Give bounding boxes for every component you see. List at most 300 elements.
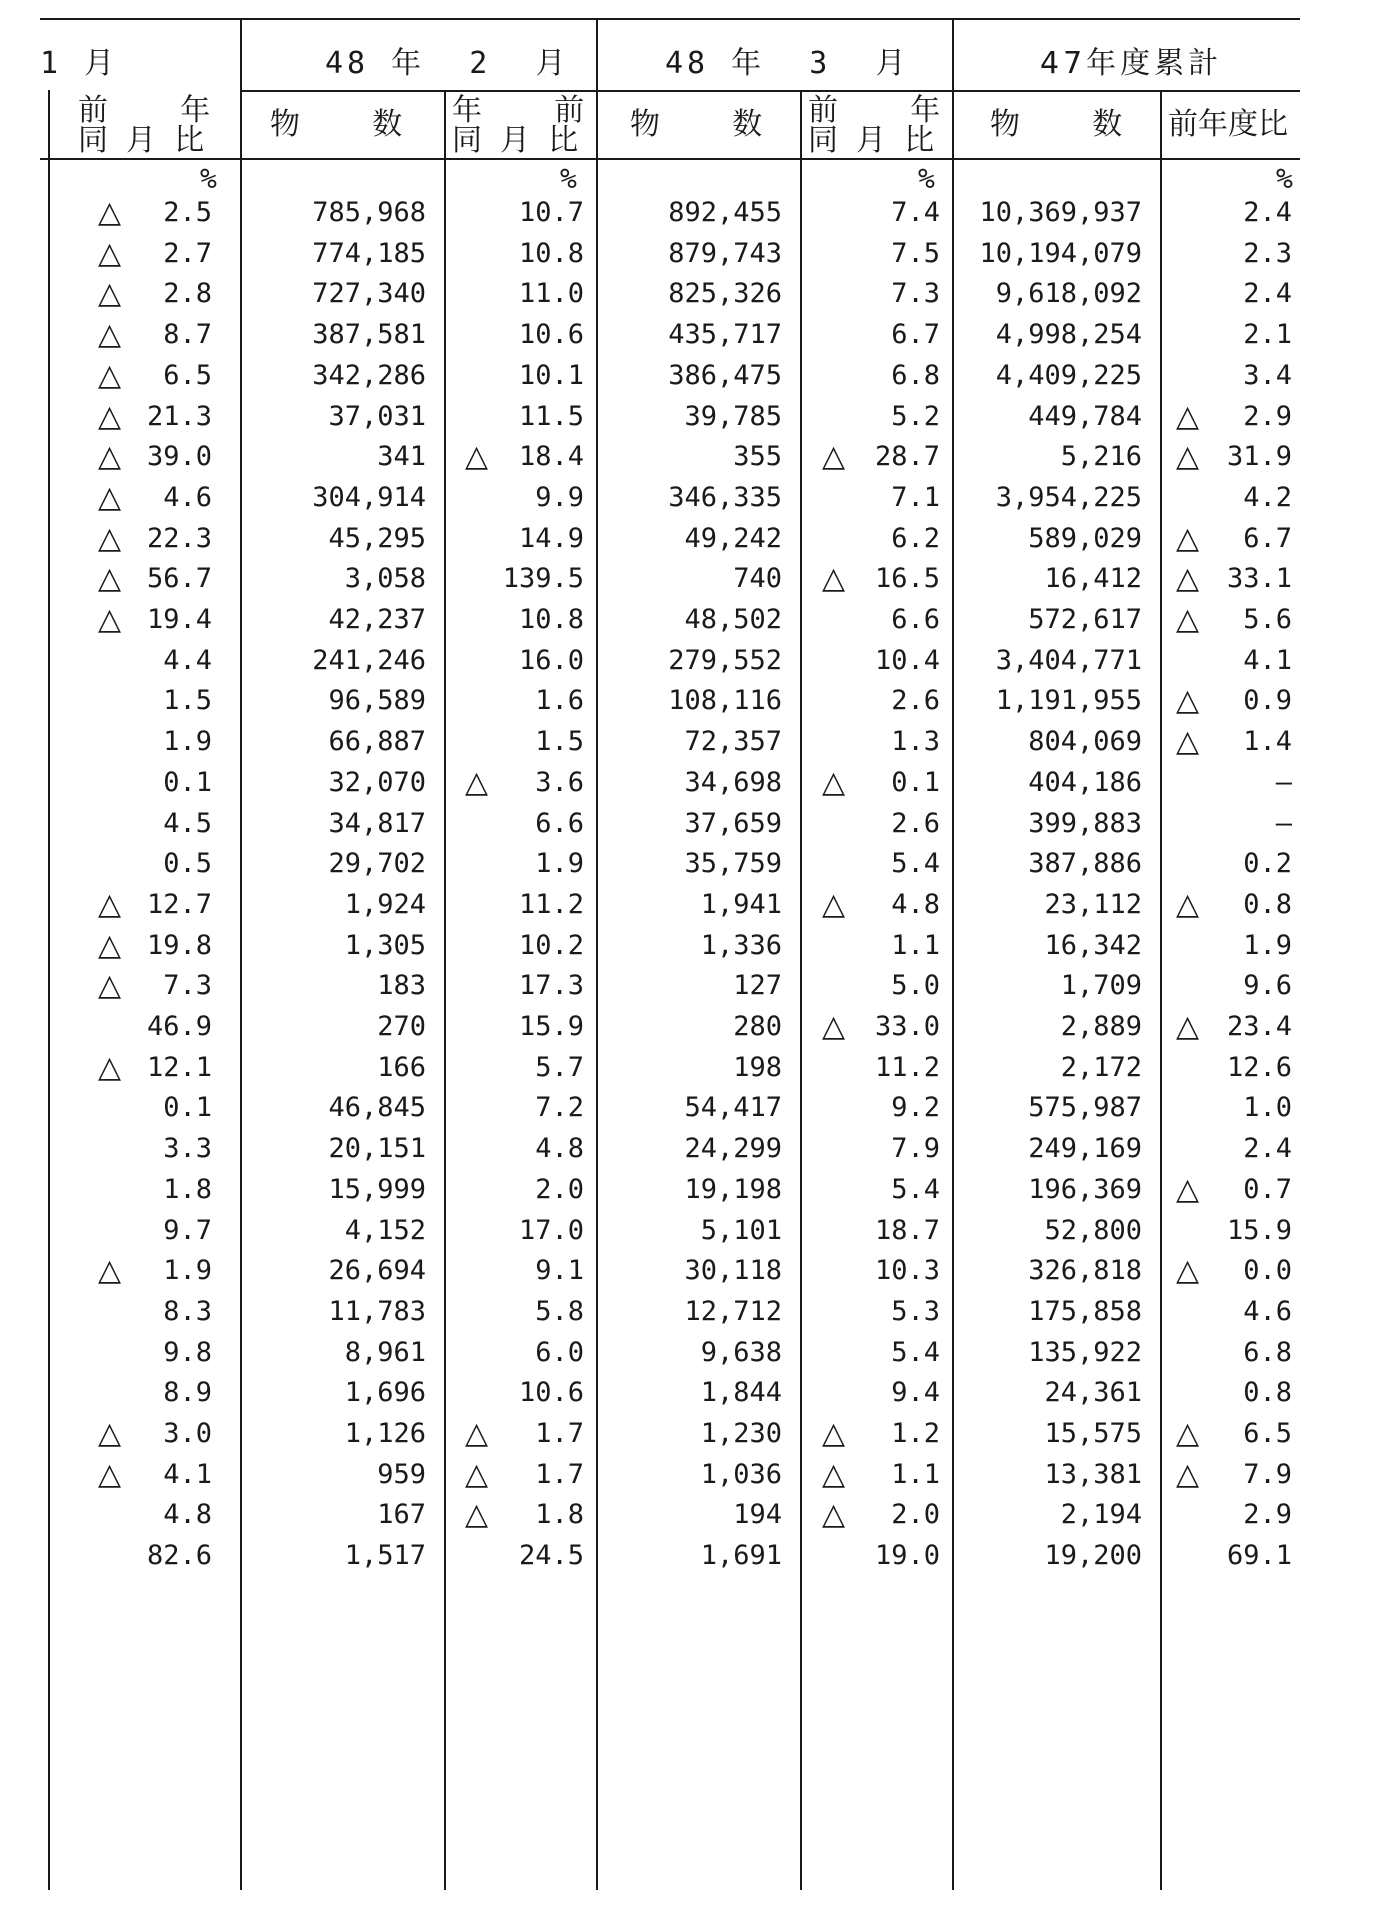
- cell-mar-yoy: 6.6: [891, 604, 940, 635]
- cell-mar-yoy: 7.3: [891, 278, 940, 310]
- sub-mar-yoy-bot: 同 月 比: [808, 123, 935, 158]
- cell-fy-qty: 16,412: [1044, 563, 1142, 595]
- cell-fy-ratio: 5.6: [1243, 604, 1292, 635]
- cell-fy-ratio: 2.9: [1243, 400, 1292, 432]
- cell-feb-yoy: 5.7: [535, 1051, 584, 1083]
- cell-feb-yoy: 3.6: [535, 766, 584, 798]
- cell-jan-yoy: 12.1: [146, 1051, 212, 1083]
- cell-feb-yoy: 10.1: [518, 359, 584, 391]
- cell-feb-qty: 8,961: [344, 1336, 426, 1368]
- sub-feb-yoy-bot: 同 月 比: [452, 123, 579, 158]
- cell-mar-qty: 35,759: [684, 848, 782, 880]
- cell-fy-ratio: 0.8: [1243, 888, 1292, 920]
- cell-jan-yoy: 19.4: [146, 604, 212, 635]
- negative-triangle-icon: △: [98, 1456, 122, 1492]
- negative-triangle-icon: △: [98, 602, 122, 637]
- cell-fy-qty: 5,216: [1060, 441, 1142, 473]
- cell-fy-ratio: 12.6: [1226, 1051, 1292, 1083]
- cell-mar-qty: 1,036: [700, 1458, 782, 1490]
- cell-fy-ratio: —: [1275, 807, 1292, 839]
- cell-mar-qty: 49,242: [684, 522, 782, 554]
- negative-triangle-icon: △: [1176, 1009, 1200, 1044]
- cell-mar-yoy: 16.5: [874, 563, 940, 595]
- cell-mar-qty: 1,844: [700, 1377, 782, 1409]
- cell-mar-yoy: 7.9: [891, 1133, 940, 1165]
- cell-fy-ratio: 0.7: [1243, 1173, 1292, 1205]
- cell-mar-qty: 892,455: [668, 197, 782, 228]
- cell-feb-yoy: 4.8: [535, 1133, 584, 1165]
- cell-mar-qty: 879,743: [668, 237, 782, 269]
- cell-feb-yoy: 139.5: [502, 563, 584, 595]
- negative-triangle-icon: △: [822, 1456, 846, 1492]
- cell-mar-yoy: 5.0: [891, 970, 940, 1002]
- cell-jan-yoy: 8.3: [163, 1295, 212, 1327]
- cell-fy-qty: 1,191,955: [995, 685, 1142, 717]
- cell-fy-ratio: 69.1: [1226, 1540, 1292, 1572]
- negative-triangle-icon: △: [822, 886, 846, 922]
- cell-feb-yoy: 24.5: [518, 1540, 584, 1572]
- cell-mar-yoy: 33.0: [874, 1011, 940, 1042]
- cell-fy-ratio: 0.9: [1243, 685, 1292, 717]
- negative-triangle-icon: △: [1176, 1253, 1200, 1289]
- cell-feb-yoy: 17.3: [518, 970, 584, 1002]
- sub-mar-qty: 物 数: [630, 107, 763, 142]
- cell-feb-yoy: 10.8: [518, 604, 584, 635]
- cell-jan-yoy: 1.8: [163, 1173, 212, 1205]
- negative-triangle-icon: △: [98, 520, 122, 556]
- cell-feb-yoy: 1.7: [535, 1458, 584, 1490]
- negative-triangle-icon: △: [465, 439, 489, 475]
- negative-triangle-icon: △: [98, 235, 122, 271]
- cell-feb-yoy: 11.5: [518, 400, 584, 432]
- header-mid-rule: [240, 90, 1300, 92]
- cell-jan-yoy: 4.1: [163, 1458, 212, 1490]
- cell-mar-yoy: 6.8: [891, 359, 940, 391]
- cell-mar-qty: 386,475: [668, 359, 782, 391]
- cell-mar-qty: 48,502: [684, 604, 782, 635]
- cell-fy-qty: 1,709: [1060, 970, 1142, 1002]
- cell-jan-yoy: 56.7: [146, 563, 212, 595]
- sub-fy-qty: 物 数: [990, 107, 1123, 142]
- cell-fy-qty: 135,922: [1028, 1336, 1142, 1368]
- cell-fy-qty: 326,818: [1028, 1255, 1142, 1287]
- negative-triangle-icon: △: [1176, 886, 1200, 922]
- cell-jan-yoy: 8.7: [163, 319, 212, 351]
- negative-triangle-icon: △: [822, 1009, 846, 1044]
- cell-fy-ratio: 2.4: [1243, 1133, 1292, 1165]
- cell-feb-yoy: 11.0: [518, 278, 584, 310]
- cell-jan-yoy: 6.5: [163, 359, 212, 391]
- cell-feb-yoy: 6.6: [535, 807, 584, 839]
- cell-feb-qty: 1,517: [344, 1540, 426, 1572]
- negative-triangle-icon: △: [1176, 520, 1200, 556]
- negative-triangle-icon: △: [98, 195, 122, 230]
- negative-triangle-icon: △: [98, 1049, 122, 1085]
- cell-fy-ratio: 2.1: [1243, 319, 1292, 351]
- negative-triangle-icon: △: [1176, 724, 1200, 760]
- cell-feb-qty: 241,246: [312, 644, 426, 676]
- cell-jan-yoy: 39.0: [146, 441, 212, 473]
- cell-jan-yoy: 12.7: [146, 888, 212, 920]
- cell-fy-ratio: 15.9: [1226, 1214, 1292, 1246]
- cell-feb-qty: 304,914: [312, 481, 426, 513]
- cell-fy-qty: 249,169: [1028, 1133, 1142, 1165]
- negative-triangle-icon: △: [98, 561, 122, 597]
- negative-triangle-icon: △: [98, 317, 122, 353]
- cell-feb-yoy: 10.7: [518, 197, 584, 228]
- cell-feb-yoy: 1.9: [535, 848, 584, 880]
- cell-fy-qty: 3,404,771: [995, 644, 1142, 676]
- cell-feb-yoy: 9.1: [535, 1255, 584, 1287]
- negative-triangle-icon: △: [465, 764, 489, 800]
- cell-mar-yoy: 2.6: [891, 685, 940, 717]
- negative-triangle-icon: △: [1176, 1171, 1200, 1207]
- cell-mar-qty: 34,698: [684, 766, 782, 798]
- cell-jan-yoy: 22.3: [146, 522, 212, 554]
- cell-feb-qty: 42,237: [328, 604, 426, 635]
- cell-fy-ratio: 4.2: [1243, 481, 1292, 513]
- cell-fy-ratio: 33.1: [1226, 563, 1292, 595]
- cell-fy-qty: 19,200: [1044, 1540, 1142, 1572]
- cell-jan-yoy: 8.9: [163, 1377, 212, 1409]
- cell-jan-yoy: 82.6: [146, 1540, 212, 1572]
- negative-triangle-icon: △: [1176, 561, 1200, 597]
- cell-feb-qty: 26,694: [328, 1255, 426, 1287]
- cell-feb-qty: 34,817: [328, 807, 426, 839]
- cell-fy-ratio: 1.0: [1243, 1092, 1292, 1124]
- cell-mar-yoy: 5.3: [891, 1295, 940, 1327]
- cell-feb-qty: 4,152: [344, 1214, 426, 1246]
- cell-feb-qty: 96,589: [328, 685, 426, 717]
- cell-fy-qty: 2,172: [1060, 1051, 1142, 1083]
- cell-fy-qty: 23,112: [1044, 888, 1142, 920]
- cell-fy-qty: 2,194: [1060, 1499, 1142, 1531]
- cell-feb-qty: 37,031: [328, 400, 426, 432]
- negative-triangle-icon: △: [98, 886, 122, 922]
- cell-mar-yoy: 1.1: [891, 929, 940, 961]
- cell-mar-qty: 1,336: [700, 929, 782, 961]
- negative-triangle-icon: △: [1176, 602, 1200, 637]
- cell-mar-yoy: 18.7: [874, 1214, 940, 1246]
- cell-mar-qty: 279,552: [668, 644, 782, 676]
- cell-fy-qty: 572,617: [1028, 604, 1142, 635]
- negative-triangle-icon: △: [822, 561, 846, 597]
- cell-jan-yoy: 4.4: [163, 644, 212, 676]
- cell-fy-ratio: 2.4: [1243, 278, 1292, 310]
- negative-triangle-icon: △: [98, 968, 122, 1004]
- cell-feb-yoy: 16.0: [518, 644, 584, 676]
- header-jan: 1 月: [40, 46, 119, 81]
- cell-jan-yoy: 4.5: [163, 807, 212, 839]
- cell-feb-yoy: 10.6: [518, 319, 584, 351]
- cell-mar-qty: 72,357: [684, 726, 782, 758]
- cell-fy-qty: 3,954,225: [995, 481, 1142, 513]
- cell-feb-qty: 270: [377, 1011, 426, 1042]
- cell-fy-qty: 13,381: [1044, 1458, 1142, 1490]
- cell-fy-qty: 404,186: [1028, 766, 1142, 798]
- cell-mar-qty: 12,712: [684, 1295, 782, 1327]
- cell-mar-yoy: 2.0: [891, 1499, 940, 1531]
- cell-mar-yoy: 5.2: [891, 400, 940, 432]
- cell-fy-ratio: —: [1275, 766, 1292, 798]
- negative-triangle-icon: △: [98, 479, 122, 515]
- cell-fy-qty: 52,800: [1044, 1214, 1142, 1246]
- cell-feb-yoy: 17.0: [518, 1214, 584, 1246]
- cell-feb-yoy: 1.8: [535, 1499, 584, 1531]
- percent-mar: %: [918, 162, 935, 195]
- cell-mar-qty: 24,299: [684, 1133, 782, 1165]
- header-bottom-rule: [40, 158, 1300, 160]
- cell-feb-qty: 11,783: [328, 1295, 426, 1327]
- cell-feb-qty: 342,286: [312, 359, 426, 391]
- cell-feb-qty: 46,845: [328, 1092, 426, 1124]
- negative-triangle-icon: △: [98, 398, 122, 434]
- cell-fy-qty: 15,575: [1044, 1418, 1142, 1449]
- cell-mar-yoy: 9.2: [891, 1092, 940, 1124]
- negative-triangle-icon: △: [465, 1416, 489, 1451]
- negative-triangle-icon: △: [1176, 398, 1200, 434]
- cell-fy-qty: 10,369,937: [979, 197, 1142, 228]
- header-feb: 48 年 2 月: [325, 46, 570, 81]
- cell-mar-yoy: 6.2: [891, 522, 940, 554]
- cell-jan-yoy: 4.8: [163, 1499, 212, 1531]
- sub-feb-yoy-top: 年 前: [452, 93, 585, 128]
- cell-mar-qty: 5,101: [700, 1214, 782, 1246]
- cell-fy-ratio: 1.4: [1243, 726, 1292, 758]
- cell-mar-yoy: 4.8: [891, 888, 940, 920]
- negative-triangle-icon: △: [465, 1456, 489, 1492]
- cell-mar-yoy: 5.4: [891, 848, 940, 880]
- cell-jan-yoy: 1.9: [163, 726, 212, 758]
- cell-mar-yoy: 28.7: [874, 441, 940, 473]
- cell-fy-ratio: 3.4: [1243, 359, 1292, 391]
- cell-feb-qty: 341: [377, 441, 426, 473]
- cell-feb-qty: 45,295: [328, 522, 426, 554]
- cell-mar-qty: 280: [733, 1011, 782, 1042]
- cell-feb-yoy: 1.6: [535, 685, 584, 717]
- top-rule: [40, 18, 1300, 20]
- cell-jan-yoy: 3.3: [163, 1133, 212, 1165]
- cell-jan-yoy: 7.3: [163, 970, 212, 1002]
- cell-jan-yoy: 1.9: [163, 1255, 212, 1287]
- cell-jan-yoy: 0.5: [163, 848, 212, 880]
- cell-fy-qty: 24,361: [1044, 1377, 1142, 1409]
- cell-feb-qty: 32,070: [328, 766, 426, 798]
- header-fy: 47年度累計: [1040, 46, 1223, 81]
- percent-fy: %: [1276, 162, 1293, 195]
- negative-triangle-icon: △: [1176, 1456, 1200, 1492]
- cell-mar-yoy: 7.5: [891, 237, 940, 269]
- sub-jan-yoy-bot: 同 月 比: [78, 123, 205, 158]
- cell-mar-yoy: 7.1: [891, 481, 940, 513]
- sub-mar-yoy-top: 前 年: [808, 93, 941, 128]
- cell-feb-yoy: 1.7: [535, 1418, 584, 1449]
- cell-mar-yoy: 19.0: [874, 1540, 940, 1572]
- negative-triangle-icon: △: [822, 1416, 846, 1451]
- cell-fy-ratio: 2.3: [1243, 237, 1292, 269]
- cell-fy-qty: 4,409,225: [995, 359, 1142, 391]
- cell-feb-qty: 15,999: [328, 1173, 426, 1205]
- cell-feb-yoy: 1.5: [535, 726, 584, 758]
- cell-jan-yoy: 19.8: [146, 929, 212, 961]
- negative-triangle-icon: △: [822, 1497, 846, 1533]
- cell-jan-yoy: 3.0: [163, 1418, 212, 1449]
- negative-triangle-icon: △: [822, 439, 846, 475]
- cell-mar-yoy: 1.2: [891, 1418, 940, 1449]
- cell-fy-ratio: 0.0: [1243, 1255, 1292, 1287]
- cell-mar-yoy: 1.1: [891, 1458, 940, 1490]
- cell-jan-yoy: 0.1: [163, 766, 212, 798]
- cell-feb-yoy: 18.4: [518, 441, 584, 473]
- cell-mar-yoy: 9.4: [891, 1377, 940, 1409]
- cell-feb-qty: 166: [377, 1051, 426, 1083]
- cell-feb-qty: 387,581: [312, 319, 426, 351]
- cell-mar-qty: 1,941: [700, 888, 782, 920]
- cell-mar-yoy: 7.4: [891, 197, 940, 228]
- sub-jan-yoy-top: 前 年: [78, 93, 211, 128]
- cell-mar-qty: 39,785: [684, 400, 782, 432]
- cell-fy-qty: 804,069: [1028, 726, 1142, 758]
- cell-jan-yoy: 21.3: [146, 400, 212, 432]
- cell-feb-qty: 3,058: [344, 563, 426, 595]
- cell-feb-qty: 183: [377, 970, 426, 1002]
- negative-triangle-icon: △: [98, 927, 122, 963]
- percent-feb: %: [560, 162, 577, 195]
- cell-fy-qty: 4,998,254: [995, 319, 1142, 351]
- cell-feb-qty: 167: [377, 1499, 426, 1531]
- cell-mar-yoy: 11.2: [874, 1051, 940, 1083]
- cell-mar-qty: 30,118: [684, 1255, 782, 1287]
- cell-fy-qty: 2,889: [1060, 1011, 1142, 1042]
- cell-fy-qty: 449,784: [1028, 400, 1142, 432]
- cell-mar-qty: 346,335: [668, 481, 782, 513]
- sub-fy-ratio: 前年度比: [1168, 107, 1288, 142]
- cell-feb-qty: 959: [377, 1458, 426, 1490]
- cell-fy-ratio: 2.4: [1243, 197, 1292, 228]
- cell-feb-yoy: 7.2: [535, 1092, 584, 1124]
- cell-feb-qty: 20,151: [328, 1133, 426, 1165]
- cell-fy-qty: 589,029: [1028, 522, 1142, 554]
- cell-feb-yoy: 5.8: [535, 1295, 584, 1327]
- cell-mar-yoy: 0.1: [891, 766, 940, 798]
- cell-feb-qty: 1,696: [344, 1377, 426, 1409]
- cell-mar-qty: 9,638: [700, 1336, 782, 1368]
- cell-mar-qty: 740: [733, 563, 782, 595]
- cell-feb-yoy: 10.8: [518, 237, 584, 269]
- cell-feb-qty: 727,340: [312, 278, 426, 310]
- sub-feb-qty: 物 数: [270, 107, 403, 142]
- cell-mar-qty: 54,417: [684, 1092, 782, 1124]
- cell-mar-qty: 108,116: [668, 685, 782, 717]
- negative-triangle-icon: △: [465, 1497, 489, 1533]
- cell-fy-qty: 575,987: [1028, 1092, 1142, 1124]
- cell-fy-ratio: 31.9: [1226, 441, 1292, 473]
- cell-fy-qty: 196,369: [1028, 1173, 1142, 1205]
- cell-mar-yoy: 2.6: [891, 807, 940, 839]
- cell-jan-yoy: 2.5: [163, 197, 212, 228]
- cell-fy-ratio: 9.6: [1243, 970, 1292, 1002]
- cell-feb-qty: 1,305: [344, 929, 426, 961]
- negative-triangle-icon: △: [1176, 683, 1200, 719]
- cell-fy-qty: 16,342: [1044, 929, 1142, 961]
- cell-mar-yoy: 6.7: [891, 319, 940, 351]
- negative-triangle-icon: △: [98, 1253, 122, 1289]
- cell-fy-ratio: 6.5: [1243, 1418, 1292, 1449]
- negative-triangle-icon: △: [98, 439, 122, 475]
- cell-mar-yoy: 10.4: [874, 644, 940, 676]
- cell-feb-qty: 774,185: [312, 237, 426, 269]
- cell-feb-qty: 1,126: [344, 1418, 426, 1449]
- cell-feb-yoy: 10.6: [518, 1377, 584, 1409]
- cell-feb-qty: 29,702: [328, 848, 426, 880]
- negative-triangle-icon: △: [98, 1416, 122, 1451]
- cell-mar-yoy: 5.4: [891, 1336, 940, 1368]
- cell-fy-ratio: 6.8: [1243, 1336, 1292, 1368]
- negative-triangle-icon: △: [98, 357, 122, 393]
- cell-mar-qty: 1,691: [700, 1540, 782, 1572]
- cell-feb-yoy: 2.0: [535, 1173, 584, 1205]
- header-mar: 48 年 3 月: [665, 46, 910, 81]
- cell-fy-qty: 9,618,092: [995, 278, 1142, 310]
- cell-fy-ratio: 4.6: [1243, 1295, 1292, 1327]
- cell-feb-qty: 66,887: [328, 726, 426, 758]
- cell-fy-qty: 175,858: [1028, 1295, 1142, 1327]
- cell-mar-qty: 1,230: [700, 1418, 782, 1449]
- cell-feb-yoy: 10.2: [518, 929, 584, 961]
- cell-jan-yoy: 9.8: [163, 1336, 212, 1368]
- cell-jan-yoy: 9.7: [163, 1214, 212, 1246]
- cell-mar-qty: 194: [733, 1499, 782, 1531]
- cell-fy-ratio: 1.9: [1243, 929, 1292, 961]
- cell-mar-qty: 825,326: [668, 278, 782, 310]
- negative-triangle-icon: △: [822, 764, 846, 800]
- cell-mar-qty: 37,659: [684, 807, 782, 839]
- cell-feb-yoy: 9.9: [535, 481, 584, 513]
- cell-mar-qty: 127: [733, 970, 782, 1002]
- cell-feb-qty: 785,968: [312, 197, 426, 228]
- cell-fy-qty: 399,883: [1028, 807, 1142, 839]
- cell-fy-qty: 10,194,079: [979, 237, 1142, 269]
- cell-fy-ratio: 23.4: [1226, 1011, 1292, 1042]
- cell-mar-yoy: 1.3: [891, 726, 940, 758]
- cell-jan-yoy: 1.5: [163, 685, 212, 717]
- cell-mar-qty: 435,717: [668, 319, 782, 351]
- cell-mar-qty: 355: [733, 441, 782, 473]
- cell-fy-ratio: 6.7: [1243, 522, 1292, 554]
- cell-feb-yoy: 6.0: [535, 1336, 584, 1368]
- cell-feb-qty: 1,924: [344, 888, 426, 920]
- cell-fy-qty: 387,886: [1028, 848, 1142, 880]
- negative-triangle-icon: △: [1176, 439, 1200, 475]
- cell-fy-ratio: 2.9: [1243, 1499, 1292, 1531]
- cell-jan-yoy: 2.8: [163, 278, 212, 310]
- cell-mar-qty: 198: [733, 1051, 782, 1083]
- cell-fy-ratio: 7.9: [1243, 1458, 1292, 1490]
- cell-mar-yoy: 5.4: [891, 1173, 940, 1205]
- cell-jan-yoy: 2.7: [163, 237, 212, 269]
- cell-mar-yoy: 10.3: [874, 1255, 940, 1287]
- cell-jan-yoy: 0.1: [163, 1092, 212, 1124]
- negative-triangle-icon: △: [98, 276, 122, 312]
- cell-fy-ratio: 0.2: [1243, 848, 1292, 880]
- cell-fy-ratio: 4.1: [1243, 644, 1292, 676]
- cell-feb-yoy: 14.9: [518, 522, 584, 554]
- negative-triangle-icon: △: [1176, 1416, 1200, 1451]
- cell-jan-yoy: 46.9: [146, 1011, 212, 1042]
- cell-mar-qty: 19,198: [684, 1173, 782, 1205]
- cell-feb-yoy: 15.9: [518, 1011, 584, 1042]
- cell-fy-ratio: 0.8: [1243, 1377, 1292, 1409]
